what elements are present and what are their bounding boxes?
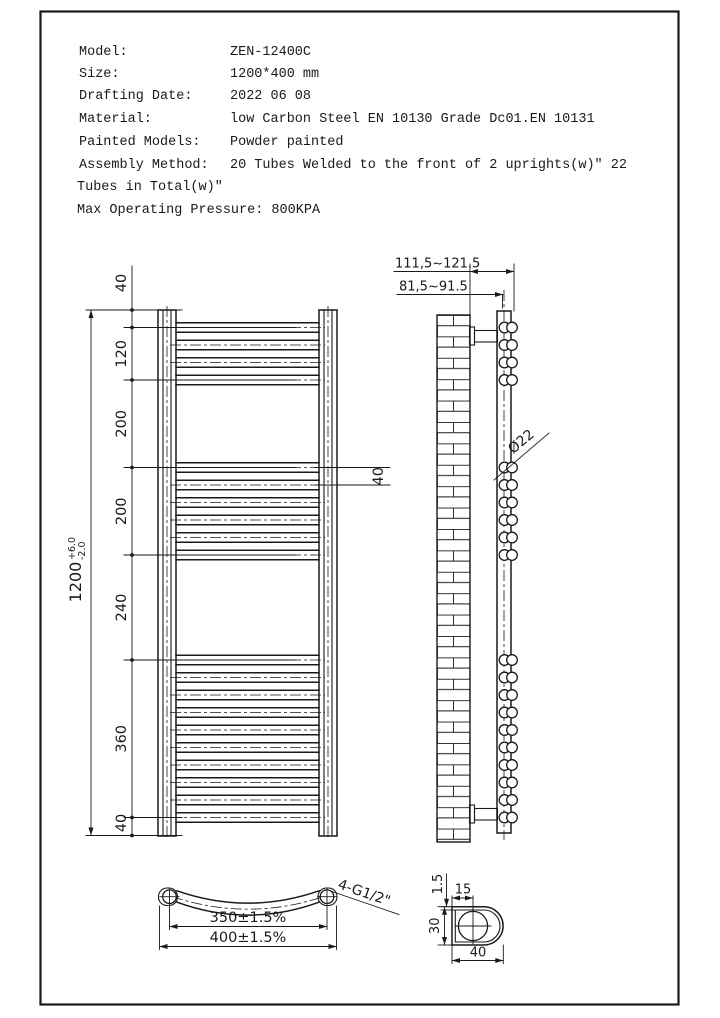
spec-label-material: Material: (79, 112, 152, 127)
overall-height-value: 1200 (66, 561, 85, 603)
spec-value-date: 2022 06 08 (230, 89, 312, 104)
spec-value-size: 1200*400 mm (230, 67, 320, 82)
chain-dim-40-top: 40 (114, 273, 130, 293)
overall-width-dim: 400±1.5% (209, 930, 287, 946)
spec-value-painted: Powder painted (230, 135, 344, 150)
wall-to-center-dim: 81,5~91.5 (399, 279, 468, 295)
center-distance-dim: 350±1.5% (209, 910, 287, 926)
right-boss (318, 888, 338, 906)
wall-to-front-dim: 111,5~121.5 (395, 256, 481, 272)
spec-value-assembly: 20 Tubes Welded to the front of 2 uprights(w)" 22 (230, 158, 627, 173)
overall-height-tol-plus: +6.0 (67, 536, 78, 560)
chain-dim-240: 240 (114, 593, 130, 622)
chain-dim-120: 120 (114, 339, 130, 368)
thread-label: 4-G1/2" (335, 876, 393, 910)
width-value: 40 (469, 945, 487, 961)
chain-dim-360: 360 (114, 724, 130, 753)
chain-dim-200b: 200 (114, 497, 130, 526)
spec-value-material: low Carbon Steel EN 10130 Grade Dc01.EN 10131 (230, 112, 595, 127)
chain-dim-40-bottom: 40 (114, 813, 130, 833)
spec-label-painted: Painted Models: (79, 135, 201, 150)
spec-max-pressure: Max Operating Pressure: 800KPA (77, 203, 321, 218)
wall-section (437, 315, 470, 842)
spec-label-size: Size: (79, 67, 120, 82)
spec-label-date: Drafting Date: (79, 89, 193, 104)
spec-assembly-overflow: Tubes in Total(w)" (77, 180, 223, 195)
tube-diameter-label: Ø22 (505, 426, 538, 458)
spec-label-model: Model: (79, 45, 128, 60)
depth-value: 30 (428, 917, 443, 935)
tube-pitch-value: 40 (371, 467, 387, 486)
wall-thickness-value: 1.5 (431, 873, 446, 895)
center-offset-value: 15 (454, 882, 472, 898)
overall-height-tol-minus: -2.0 (77, 541, 88, 560)
chain-dim-200a: 200 (114, 409, 130, 438)
spec-label-assembly: Assembly Method: (79, 158, 209, 173)
spec-value-model: ZEN-12400C (230, 45, 312, 60)
